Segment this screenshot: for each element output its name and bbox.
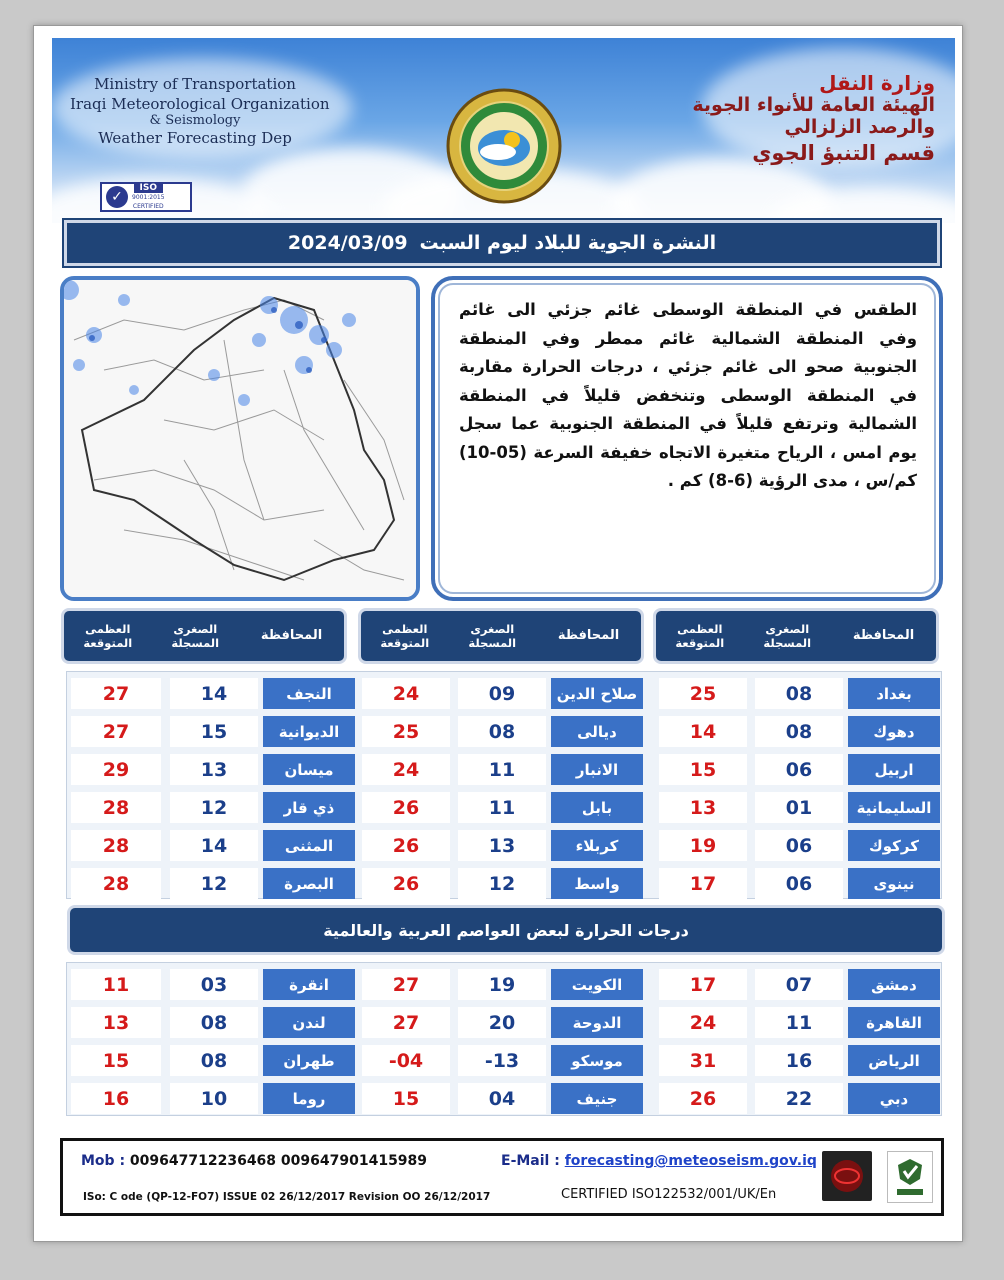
header-min	[744, 622, 832, 650]
min-temp: 20	[458, 1007, 546, 1038]
mobile-contact	[81, 1153, 427, 1169]
min-temp: 13	[458, 830, 546, 861]
min-temp: -13	[458, 1045, 546, 1076]
city-name: بغداد	[848, 678, 940, 709]
header-ar-line: وزارة النقل	[819, 71, 935, 95]
min-temp: 11	[458, 792, 546, 823]
city-name: لندن	[263, 1007, 355, 1038]
organization-logo-icon	[444, 86, 564, 206]
table-row	[67, 1005, 941, 1041]
header-arabic	[675, 72, 935, 164]
max-temp: 27	[71, 716, 161, 747]
max-temp: 24	[362, 754, 450, 785]
header-ar-line: قسم التنبؤ الجوي	[752, 141, 935, 165]
city-name: ديالى	[551, 716, 643, 747]
city-name: السليمانية	[848, 792, 940, 823]
header-province: المحافظة	[557, 628, 620, 643]
city-name: جنيف	[551, 1083, 643, 1114]
max-temp: 15	[362, 1083, 450, 1114]
header-min-line2: المسجلة	[468, 636, 517, 650]
max-temp: 26	[362, 792, 450, 823]
header-en-line: Iraqi Meteorological Organization	[70, 95, 330, 113]
title-text: النشرة الجوية للبلاد ليوم السبت	[419, 232, 717, 254]
min-temp: 14	[170, 830, 258, 861]
max-temp: 26	[659, 1083, 747, 1114]
city-name: دمشق	[848, 969, 940, 1000]
min-temp: 14	[170, 678, 258, 709]
header-max-line2: المتوقعة	[380, 636, 430, 650]
city-name: الكويت	[551, 969, 643, 1000]
max-temp: 26	[362, 868, 450, 899]
city-name: الرياض	[848, 1045, 940, 1076]
city-name: الدوحة	[551, 1007, 643, 1038]
mob-value: 009647712236468 009647901415989	[129, 1153, 428, 1169]
header-en-line: & Seismology	[149, 113, 241, 128]
max-temp: 25	[659, 678, 747, 709]
max-temp: 24	[659, 1007, 747, 1038]
iso-cert: CERTIFIED	[132, 202, 164, 210]
header-province: المحافظة	[260, 628, 323, 643]
header-ar-line: والرصد الزلزالي	[784, 116, 935, 138]
min-temp: 22	[755, 1083, 843, 1114]
table-row	[67, 828, 941, 864]
iraq-radar-map	[64, 280, 416, 597]
ukas-logo-icon	[887, 1151, 933, 1203]
footer	[60, 1138, 944, 1216]
header-en-line: Weather Forecasting Dep	[98, 129, 292, 147]
forecast-paragraph: الطقس في المنطقة الوسطى غائم جزئي الى غائم وفي المنطقة الشمالية غائم ممطر وفي المنطقة الجنوبية صحو الى غائم جزئي ، درجات الحرارة مقاربة في المنطقة الوسطى وتنخفض قليلاً في المنطقة الشمالية وترتفع قليلاً في المنطقة الجنوبية عما سجل يوم امس ، الرياح متغيرة الاتجاه خفيفة السرعة (05-10) كم/س ، مدى الرؤية (6-8) كم .	[459, 300, 917, 490]
iso-code-line: ISo: C ode (QP-12-FO7) ISSUE 02 26/12/2017 Revision OO 26/12/2017	[83, 1191, 491, 1203]
min-temp: 01	[755, 792, 843, 823]
header-max-line2: المتوقعة	[675, 636, 725, 650]
max-temp: 27	[71, 678, 161, 709]
min-temp: 06	[755, 754, 843, 785]
city-name: دبي	[848, 1083, 940, 1114]
table-row	[67, 714, 941, 750]
min-temp: 12	[170, 792, 258, 823]
city-name: بابل	[551, 792, 643, 823]
header-min-line2: المسجلة	[763, 636, 812, 650]
max-temp: 31	[659, 1045, 747, 1076]
max-temp: 11	[71, 969, 161, 1000]
min-temp: 03	[170, 969, 258, 1000]
max-temp: 29	[71, 754, 161, 785]
min-temp: 09	[458, 678, 546, 709]
max-temp: 15	[659, 754, 747, 785]
header-max	[64, 622, 152, 650]
max-temp: 17	[659, 868, 747, 899]
max-temp: 28	[71, 830, 161, 861]
min-temp: 04	[458, 1083, 546, 1114]
column-header-group	[64, 611, 344, 661]
city-name: نينوى	[848, 868, 940, 899]
header-max-line1: العظمى	[382, 622, 428, 636]
max-temp: 24	[362, 678, 450, 709]
city-name: كركوك	[848, 830, 940, 861]
email-contact	[501, 1153, 817, 1169]
city-name: طهران	[263, 1045, 355, 1076]
city-name: النجف	[263, 678, 355, 709]
capitals-title: درجات الحرارة لبعض العواصم العربية والعالمية	[70, 908, 942, 952]
city-name: موسكو	[551, 1045, 643, 1076]
min-temp: 10	[170, 1083, 258, 1114]
city-name: دهوك	[848, 716, 940, 747]
min-temp: 15	[170, 716, 258, 747]
table-row	[67, 967, 941, 1003]
table-row	[67, 676, 941, 712]
max-temp: 27	[362, 1007, 450, 1038]
check-icon: ✓	[106, 186, 128, 208]
city-name: روما	[263, 1083, 355, 1114]
max-temp: 28	[71, 868, 161, 899]
min-temp: 08	[170, 1007, 258, 1038]
header-max	[656, 622, 744, 650]
bulletin-title	[64, 220, 940, 266]
column-header-group	[361, 611, 641, 661]
city-name: اربيل	[848, 754, 940, 785]
max-temp: 14	[659, 716, 747, 747]
city-name: القاهرة	[848, 1007, 940, 1038]
header-min	[449, 622, 537, 650]
mob-label: Mob :	[81, 1153, 126, 1169]
city-name: واسط	[551, 868, 643, 899]
min-temp: 08	[170, 1045, 258, 1076]
min-temp: 19	[458, 969, 546, 1000]
header-max-line2: المتوقعة	[83, 636, 133, 650]
header-min-line1: الصغرى	[173, 622, 218, 636]
email-label: E-Mail :	[501, 1153, 560, 1169]
column-header-group	[656, 611, 936, 661]
min-temp: 12	[458, 868, 546, 899]
min-temp: 13	[170, 754, 258, 785]
max-temp: 19	[659, 830, 747, 861]
header-min-line1: الصغرى	[470, 622, 515, 636]
table-row	[67, 790, 941, 826]
header-province: المحافظة	[852, 628, 915, 643]
max-temp: 27	[362, 969, 450, 1000]
header-banner	[52, 38, 955, 223]
max-temp: 17	[659, 969, 747, 1000]
city-name: المثنى	[263, 830, 355, 861]
city-name: كربلاء	[551, 830, 643, 861]
city-name: ميسان	[263, 754, 355, 785]
min-temp: 11	[458, 754, 546, 785]
min-temp: 11	[755, 1007, 843, 1038]
table-row	[67, 1081, 941, 1117]
header-max-line1: العظمى	[85, 622, 131, 636]
min-temp: 12	[170, 868, 258, 899]
header-english	[70, 74, 330, 148]
max-temp: 15	[71, 1045, 161, 1076]
header-en-line: Ministry of Transportation	[94, 75, 296, 93]
min-temp: 08	[755, 678, 843, 709]
header-max	[361, 622, 449, 650]
min-temp: 06	[755, 830, 843, 861]
iso-sub: 9001:2015	[132, 193, 165, 201]
weather-map	[60, 276, 420, 601]
city-name: صلاح الدين	[551, 678, 643, 709]
min-temp: 06	[755, 868, 843, 899]
certification-logo-icon	[822, 1151, 872, 1201]
table-row	[67, 866, 941, 902]
city-name: ذي قار	[263, 792, 355, 823]
max-temp: -04	[362, 1045, 450, 1076]
max-temp: 28	[71, 792, 161, 823]
max-temp: 13	[71, 1007, 161, 1038]
forecast-text-panel	[431, 276, 943, 601]
header-min	[152, 622, 240, 650]
min-temp: 08	[458, 716, 546, 747]
email-link[interactable]: forecasting@meteoseism.gov.iq	[564, 1153, 817, 1169]
iso-badge	[100, 182, 192, 212]
max-temp: 16	[71, 1083, 161, 1114]
provinces-table	[66, 671, 942, 899]
min-temp: 08	[755, 716, 843, 747]
city-name: الانبار	[551, 754, 643, 785]
bulletin-sheet	[33, 25, 963, 1242]
city-name: انقرة	[263, 969, 355, 1000]
city-name: البصرة	[263, 868, 355, 899]
iso-label: ISO	[134, 184, 163, 193]
header-ar-line: الهيئة العامة للأنواء الجوية	[692, 94, 935, 116]
min-temp: 16	[755, 1045, 843, 1076]
header-min-line1: الصغرى	[765, 622, 810, 636]
header-min-line2: المسجلة	[171, 636, 220, 650]
title-date: 2024/03/09	[287, 232, 408, 254]
header-max-line1: العظمى	[677, 622, 723, 636]
certified-text: CERTIFIED ISO122532/001/UK/En	[561, 1187, 777, 1202]
city-name: الديوانية	[263, 716, 355, 747]
min-temp: 07	[755, 969, 843, 1000]
table-row	[67, 752, 941, 788]
max-temp: 26	[362, 830, 450, 861]
table-row	[67, 1043, 941, 1079]
capitals-table	[66, 962, 942, 1116]
max-temp: 13	[659, 792, 747, 823]
max-temp: 25	[362, 716, 450, 747]
